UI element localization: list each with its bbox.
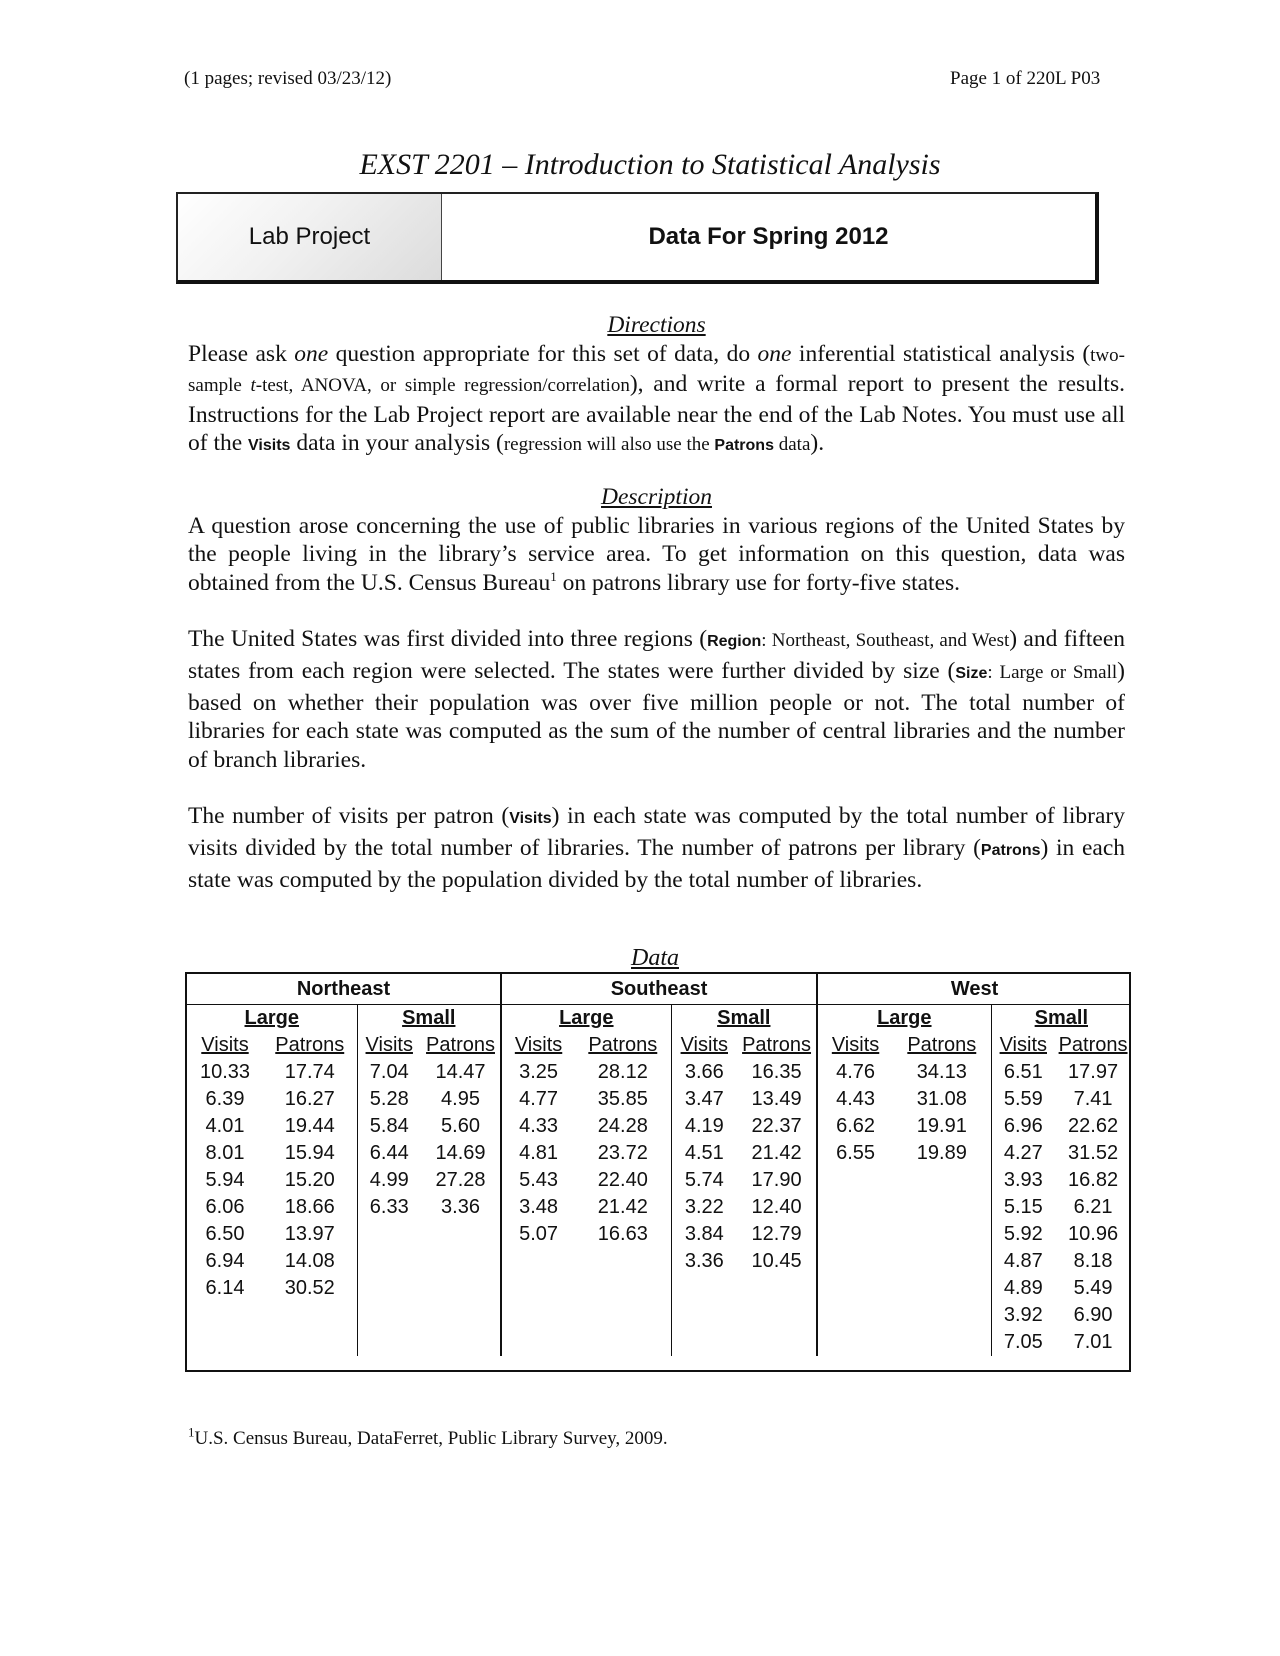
description-heading: Description [601, 484, 712, 510]
table-cell: 15.20 [284, 1169, 335, 1191]
table-cell [501, 1329, 575, 1356]
table-cell: 4.99 [357, 1167, 421, 1194]
table-cell [501, 1275, 575, 1302]
table-cell: 31.08 [916, 1088, 967, 1110]
table-cell: 17.97 [1068, 1061, 1119, 1083]
table-cell [817, 1302, 893, 1329]
table-row [187, 1275, 1131, 1302]
footnote [188, 1424, 668, 1450]
table-cell: 4.76 [817, 1059, 893, 1086]
table-cell: 7.04 [357, 1059, 421, 1086]
column-header: Visits [991, 1032, 1055, 1059]
table-cell: 5.60 [441, 1115, 480, 1137]
table-cell: 16.82 [1068, 1169, 1119, 1191]
table-cell: 4.33 [501, 1113, 575, 1140]
table-cell: 12.79 [751, 1223, 802, 1245]
table-cell: 17.74 [284, 1061, 335, 1083]
table-cell: 14.69 [435, 1142, 486, 1164]
table-cell: 6.44 [357, 1140, 421, 1167]
footnote-text: U.S. Census Bureau, DataFerret, Public Library Survey, 2009. [194, 1428, 668, 1449]
column-header: Visits [357, 1032, 421, 1059]
table-cell: 3.84 [671, 1221, 737, 1248]
table-cell: 6.21 [1073, 1196, 1113, 1218]
table-cell [817, 1221, 893, 1248]
table-cell: 3.93 [991, 1167, 1055, 1194]
size-header: Small [991, 1005, 1131, 1033]
table-cell [737, 1329, 817, 1356]
table-cell: 18.66 [284, 1196, 335, 1218]
table-row [187, 1140, 1131, 1167]
table-cell: 3.48 [501, 1194, 575, 1221]
table-cell [575, 1248, 671, 1275]
table-cell: 6.62 [817, 1113, 893, 1140]
table-cell [671, 1275, 737, 1302]
table-cell [893, 1194, 991, 1221]
table-cell [357, 1329, 421, 1356]
table-cell: 16.27 [284, 1088, 335, 1110]
table-row [187, 1113, 1131, 1140]
table-cell: 14.08 [284, 1250, 335, 1272]
footnote-marker: 1 [188, 1424, 195, 1440]
table-cell [893, 1275, 991, 1302]
table-cell: 19.44 [284, 1115, 335, 1137]
table-cell: 12.40 [751, 1196, 802, 1218]
table-row [187, 1329, 1131, 1356]
table-cell [893, 1167, 991, 1194]
table-cell: 34.13 [916, 1061, 967, 1083]
table-cell: 5.59 [991, 1086, 1055, 1113]
table-cell: 10.96 [1068, 1223, 1119, 1245]
table-cell: 17.90 [751, 1169, 802, 1191]
table-cell [893, 1302, 991, 1329]
table-cell: 4.77 [501, 1086, 575, 1113]
table-cell: 13.49 [751, 1088, 802, 1110]
table-cell: 7.01 [1073, 1331, 1113, 1353]
table-cell [263, 1329, 357, 1356]
table-row [187, 1086, 1131, 1113]
table-cell: 6.90 [1073, 1304, 1113, 1326]
table-cell: 4.87 [991, 1248, 1055, 1275]
table-cell: 27.28 [435, 1169, 486, 1191]
table-cell: 8.01 [205, 1142, 245, 1164]
column-header: Patrons [742, 1034, 812, 1056]
table-cell: 10.45 [751, 1250, 802, 1272]
table-cell: 22.40 [597, 1169, 648, 1191]
table-cell: 4.01 [205, 1115, 245, 1137]
table-cell: 4.19 [671, 1113, 737, 1140]
column-header: Patrons [588, 1034, 658, 1056]
column-header: Visits [201, 1034, 249, 1056]
table-cell [357, 1248, 421, 1275]
description-section [188, 483, 1125, 894]
table-cell: 3.36 [671, 1248, 737, 1275]
table-cell [357, 1221, 421, 1248]
data-heading: Data [631, 945, 679, 971]
table-cell: 3.92 [991, 1302, 1055, 1329]
table-cell: 6.51 [991, 1059, 1055, 1086]
table-cell: 6.94 [205, 1250, 245, 1272]
table-cell: 31.52 [1068, 1142, 1119, 1164]
table-cell: 15.94 [284, 1142, 335, 1164]
data-table [187, 974, 1131, 1356]
column-header: Visits [501, 1032, 575, 1059]
table-cell [263, 1302, 357, 1329]
table-cell: 21.42 [597, 1196, 648, 1218]
table-cell: 5.49 [1073, 1277, 1113, 1299]
table-cell: 8.18 [1073, 1250, 1113, 1272]
table-cell [575, 1275, 671, 1302]
table-cell [357, 1275, 421, 1302]
table-cell: 13.97 [284, 1223, 335, 1245]
table-cell: 3.22 [671, 1194, 737, 1221]
size-header: Small [671, 1005, 817, 1033]
table-cell [893, 1221, 991, 1248]
lab-data-title: Data For Spring 2012 [648, 223, 889, 250]
table-cell: 6.50 [205, 1223, 245, 1245]
table-row [187, 1248, 1131, 1275]
table-cell [817, 1194, 893, 1221]
table-cell [671, 1302, 737, 1329]
table-cell [817, 1329, 893, 1356]
table-cell: 10.33 [199, 1061, 251, 1083]
table-cell: 4.95 [441, 1088, 480, 1110]
table-cell: 5.43 [501, 1167, 575, 1194]
table-row [187, 1167, 1131, 1194]
column-header: Patrons [1058, 1034, 1128, 1056]
table-cell: 4.43 [817, 1086, 893, 1113]
page-header-right: Page 1 of 220L P03 [950, 68, 1101, 89]
table-cell: 16.35 [751, 1061, 802, 1083]
table-cell: 5.28 [357, 1086, 421, 1113]
table-cell [893, 1248, 991, 1275]
table-cell: 19.91 [916, 1115, 967, 1137]
table-cell [575, 1329, 671, 1356]
column-header: Visits [671, 1032, 737, 1059]
table-cell [421, 1248, 501, 1275]
table-cell: 6.33 [357, 1194, 421, 1221]
description-paragraph-2: The United States was first divided into three regions (Region: Northeast, Southeast, and West) and fifteen states from each region were selected. The states were further divided by size (Size: Large or Small) based on whether their population was over five million people or not. The total number of libraries for each state was computed as the sum of the number of central libraries and the number of branch libraries. [188, 626, 1126, 773]
table-row [187, 1221, 1131, 1248]
column-header: Patrons [275, 1034, 345, 1056]
table-cell [817, 1167, 893, 1194]
table-cell: 7.05 [991, 1329, 1055, 1356]
table-cell: 5.92 [991, 1221, 1055, 1248]
table-cell [893, 1329, 991, 1356]
directions-heading: Directions [607, 312, 706, 338]
region-header: West [817, 974, 1131, 1005]
table-cell: 4.89 [991, 1275, 1055, 1302]
table-cell: 6.39 [205, 1088, 245, 1110]
lab-project-label: Lab Project [178, 194, 442, 280]
column-header: Patrons [426, 1034, 495, 1056]
table-cell: 6.55 [817, 1140, 893, 1167]
table-cell [671, 1329, 737, 1356]
size-header: Small [357, 1005, 501, 1033]
page-header-left: (1 pages; revised 03/23/12) [184, 68, 392, 89]
description-paragraph-3: The number of visits per patron (Visits) in each state was computed by the total number of library visits divided by the total number of libraries. The number of patrons per library (Patrons) in each state was computed by the population divided by the total number of libraries. [188, 803, 1125, 893]
table-cell: 3.36 [441, 1196, 480, 1218]
table-cell: 6.14 [205, 1277, 245, 1299]
column-header: Patrons [907, 1034, 977, 1056]
table-row [187, 1302, 1131, 1329]
table-cell [421, 1221, 501, 1248]
table-cell: 5.94 [205, 1169, 245, 1191]
table-cell [501, 1248, 575, 1275]
description-paragraph-1: A question arose concerning the use of public libraries in various regions of the United States by the people living in the library’s service area. To get information on this question, data was obtained from the U.S. Census Bureau$^1$ on patrons library use for forty-five states. [188, 512, 1125, 596]
table-cell: 30.52 [284, 1277, 335, 1299]
data-table-container [185, 972, 1131, 1372]
table-cell [817, 1275, 893, 1302]
table-cell: 5.07 [501, 1221, 575, 1248]
directions-paragraph: Please ask one question appropriate for this set of data, do one inferential statistical analysis (two-sample t-test, ANOVA, or simple regression/correlation), and write a formal report to present the results. Instructions for the Lab Project report are available near the end of the Lab Notes. You must use all of the Visits data in your analysis (regression will also use the Patrons data). [188, 340, 1125, 457]
table-cell: 3.47 [671, 1086, 737, 1113]
table-cell: 35.85 [597, 1088, 648, 1110]
table-cell [737, 1275, 817, 1302]
table-cell: 4.51 [671, 1140, 737, 1167]
table-cell: 4.81 [501, 1140, 575, 1167]
table-cell: 28.12 [597, 1061, 648, 1083]
course-title: EXST 2201 – Introduction to Statistical Analysis [359, 148, 941, 181]
size-header: Large [244, 1007, 299, 1029]
table-cell: 7.41 [1073, 1088, 1113, 1110]
table-cell [737, 1302, 817, 1329]
table-cell: 5.74 [671, 1167, 737, 1194]
table-cell: 16.63 [597, 1223, 648, 1245]
column-header-row [187, 1032, 1131, 1059]
table-cell: 21.42 [751, 1142, 802, 1164]
table-cell: 5.15 [991, 1194, 1055, 1221]
table-cell: 14.47 [435, 1061, 486, 1083]
table-cell [421, 1329, 501, 1356]
table-cell: 6.06 [205, 1196, 245, 1218]
region-header: Northeast [187, 974, 501, 1005]
size-header: Large [501, 1005, 671, 1033]
table-cell: 5.84 [357, 1113, 421, 1140]
table-cell [187, 1329, 263, 1356]
table-cell [421, 1275, 501, 1302]
table-row [187, 1194, 1131, 1221]
table-cell: 3.66 [671, 1059, 737, 1086]
region-header-row [187, 974, 1131, 1005]
table-cell [357, 1302, 421, 1329]
table-cell [575, 1302, 671, 1329]
region-header: Southeast [501, 974, 817, 1005]
table-cell [187, 1302, 263, 1329]
table-cell: 6.96 [991, 1113, 1055, 1140]
size-header: Large [817, 1005, 991, 1033]
directions-section [188, 311, 1125, 461]
table-cell: 3.25 [501, 1059, 575, 1086]
table-cell: 4.27 [991, 1140, 1055, 1167]
table-cell: 22.62 [1068, 1115, 1119, 1137]
lab-project-box [176, 192, 1099, 284]
table-cell [421, 1302, 501, 1329]
column-header: Visits [817, 1032, 893, 1059]
table-cell [501, 1302, 575, 1329]
table-cell [817, 1248, 893, 1275]
table-cell: 23.72 [597, 1142, 648, 1164]
table-cell: 19.89 [916, 1142, 967, 1164]
table-cell: 24.28 [597, 1115, 648, 1137]
table-row [187, 1059, 1131, 1086]
size-header-row [187, 1005, 1131, 1033]
table-cell: 22.37 [751, 1115, 802, 1137]
